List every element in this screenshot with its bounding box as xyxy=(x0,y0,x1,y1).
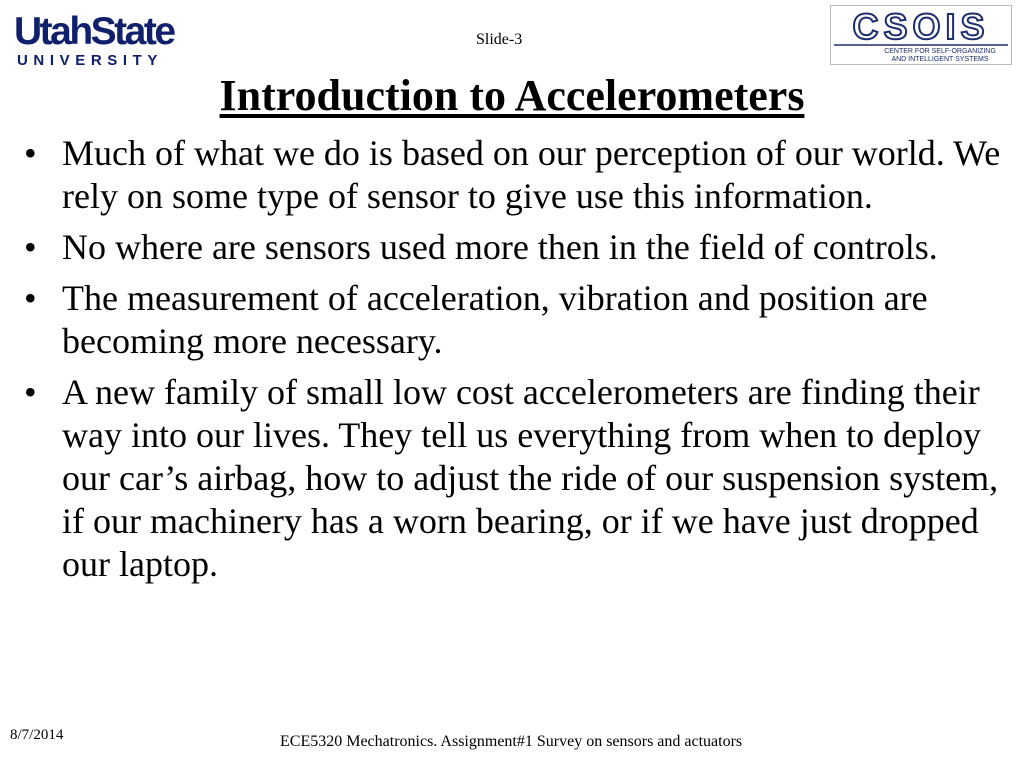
csois-logo xyxy=(830,5,1012,65)
footer-course: ECE5320 Mechatronics. Assignment#1 Survey on sensors and actuators xyxy=(280,733,743,750)
bullet-dot-icon: • xyxy=(24,372,37,412)
usu-logo-name: UtahState xyxy=(14,10,174,53)
bullet-text: No where are sensors used more then in the field of controls. xyxy=(62,227,938,267)
bullet-dot-icon: • xyxy=(24,278,37,318)
bullet-list xyxy=(22,132,1012,594)
csois-tagline-1: CENTER FOR SELF-ORGANIZING xyxy=(884,48,996,55)
footer-date: 8/7/2014 xyxy=(10,727,64,743)
usu-logo-subtitle: UNIVERSITY xyxy=(17,52,164,69)
csois-tagline-2: AND INTELLIGENT SYSTEMS xyxy=(891,56,989,63)
bullet-dot-icon: • xyxy=(24,133,37,173)
bullet-item xyxy=(22,277,1012,363)
bullet-item xyxy=(22,132,1012,218)
bullet-dot-icon: • xyxy=(24,227,37,267)
bullet-text: A new family of small low cost accelerometers are finding their way into our lives. They tell us everything from when to deploy our car’s airbag, how to adjust the ride of our suspension system, if our machinery has a worn bearing, or if we have just dropped our laptop. xyxy=(62,372,999,584)
usu-logo xyxy=(14,12,200,72)
csois-wordmark: CSOIS xyxy=(852,6,990,47)
bullet-text: Much of what we do is based on our perception of our world. We rely on some type of sensor to give use this information. xyxy=(62,133,1001,216)
slide-number: Slide-3 xyxy=(476,31,523,48)
bullet-item xyxy=(22,371,1012,586)
slide-title: Introduction to Accelerometers xyxy=(219,71,805,120)
bullet-item xyxy=(22,226,1012,269)
bullet-text: The measurement of acceleration, vibration and position are becoming more necessary. xyxy=(62,278,928,361)
